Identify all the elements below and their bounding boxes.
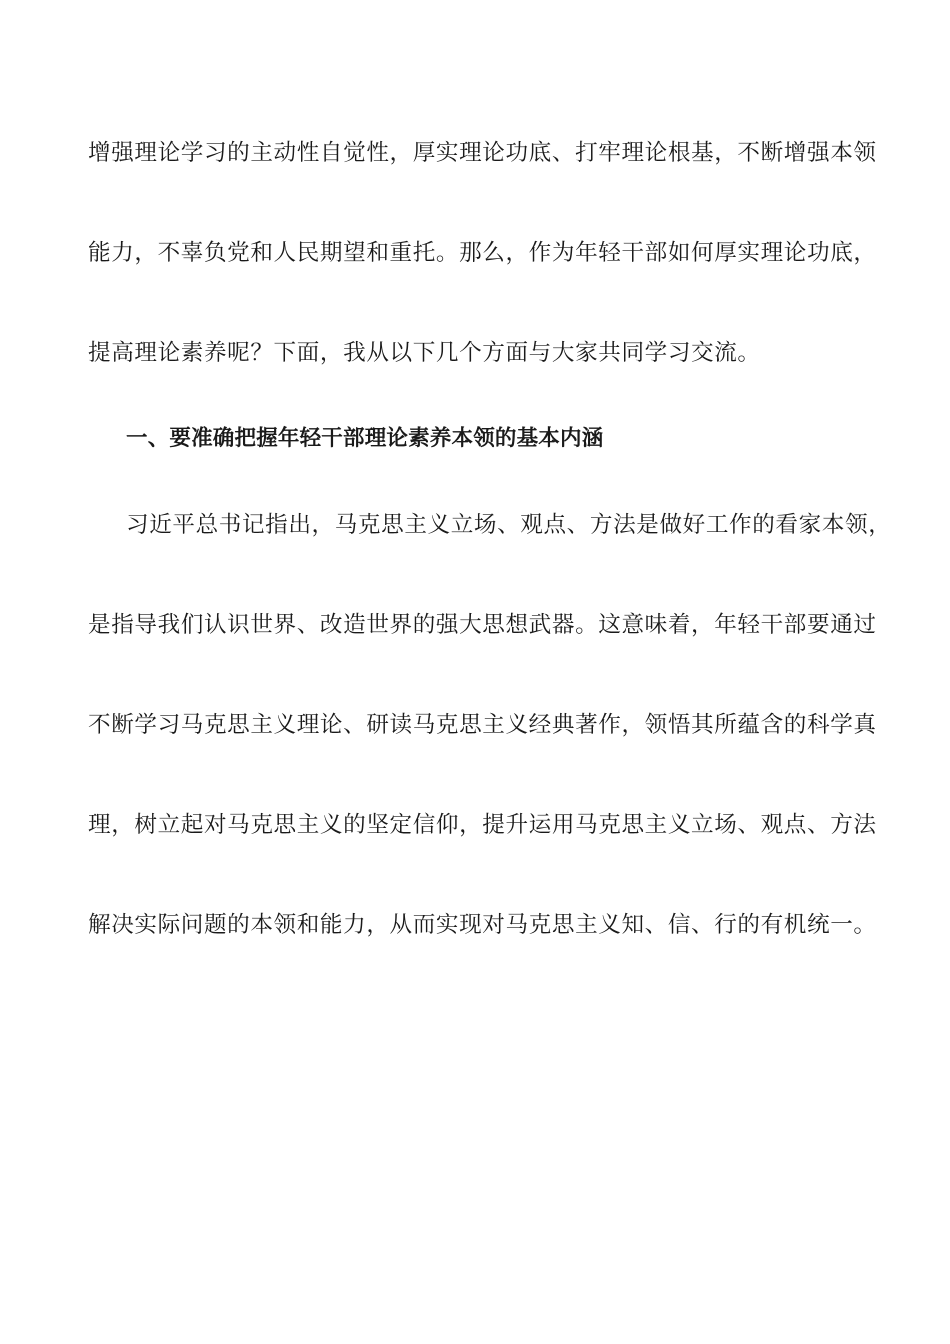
paragraph-2-line-1: 习近平总书记指出，马克思主义立场、观点、方法是做好工作的看家本领， [126, 512, 892, 538]
paragraph-1-line-1: 增强理论学习的主动性自觉性，厚实理论功底、打牢理论根基，不断增强本领 [88, 140, 877, 166]
paragraph-2-line-4: 理，树立起对马克思主义的坚定信仰，提升运用马克思主义立场、观点、方法 [88, 812, 877, 838]
section-heading-1: 一、要准确把握年轻干部理论素养本领的基本内涵 [126, 426, 604, 451]
paragraph-2-line-5: 解决实际问题的本领和能力，从而实现对马克思主义知、信、行的有机统一。 [88, 912, 877, 938]
paragraph-2-line-2: 是指导我们认识世界、改造世界的强大思想武器。这意味着，年轻干部要通过 [88, 612, 877, 638]
paragraph-2-line-3: 不断学习马克思主义理论、研读马克思主义经典著作，领悟其所蕴含的科学真 [88, 712, 877, 738]
paragraph-1-line-2: 能力，不辜负党和人民期望和重托。那么，作为年轻干部如何厚实理论功底， [88, 240, 877, 266]
paragraph-1-line-3: 提高理论素养呢？下面，我从以下几个方面与大家共同学习交流。 [88, 340, 761, 366]
